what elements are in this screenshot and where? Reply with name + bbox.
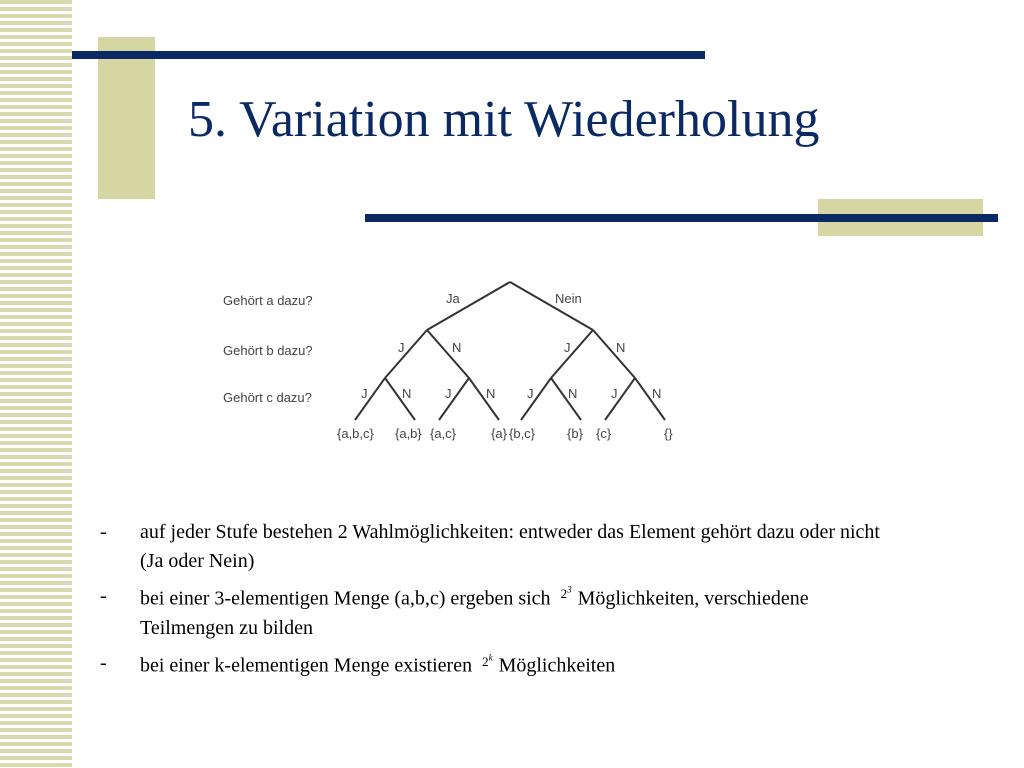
edge-l3-7	[605, 378, 635, 420]
top-rule-line	[72, 51, 705, 59]
bullet-item-2	[100, 582, 880, 643]
leaf-c: {c}	[596, 426, 612, 441]
power-base: 2	[560, 586, 568, 602]
edge-label-l3-8: N	[652, 386, 662, 401]
bullet-marker: -	[100, 652, 107, 675]
edge-l3-3	[439, 378, 469, 420]
question-c-label: Gehört c dazu?	[223, 390, 312, 405]
bullet-text-after: Möglichkeiten	[498, 654, 616, 677]
question-b-label: Gehört b dazu?	[223, 343, 313, 358]
edge-label-l3-3: J	[445, 386, 452, 401]
bullet-item-3	[100, 649, 880, 681]
edge-label-nein: Nein	[555, 291, 582, 306]
leaf-ab: {a,b}	[395, 426, 422, 441]
leaf-a: {a}	[491, 426, 507, 441]
edge-label-l3-2: N	[402, 386, 412, 401]
leaf-bc: {b,c}	[509, 426, 536, 441]
question-a-label: Gehört a dazu?	[223, 293, 313, 308]
bullet-item-1	[100, 518, 880, 576]
power-exponent: k	[488, 652, 493, 663]
edge-l2-1	[385, 330, 427, 378]
power-2-3	[561, 586, 572, 601]
power-base: 2	[482, 653, 489, 669]
leaf-b: {b}	[567, 426, 583, 441]
edge-label-j-left: J	[398, 340, 405, 355]
edge-root-left	[427, 282, 510, 330]
edge-label-l3-5: J	[527, 386, 534, 401]
power-2-k	[482, 654, 493, 669]
leaf-abc: {a,b,c}	[337, 426, 374, 441]
edge-label-n-right: N	[616, 340, 626, 355]
leaf-ac: {a,c}	[430, 426, 457, 441]
decorative-block-top	[98, 37, 155, 199]
edge-l3-1	[355, 378, 385, 420]
edge-l2-3	[551, 330, 593, 378]
slide-title: 5. Variation mit Wiederholung	[188, 91, 820, 148]
leaf-empty: {}	[664, 426, 673, 441]
edge-label-ja: Ja	[446, 291, 460, 306]
left-stripe-pattern	[0, 0, 72, 768]
edge-label-l3-6: N	[568, 386, 578, 401]
edge-l3-5	[521, 378, 551, 420]
bullet-text-after: Möglichkeiten, verschiedene Teilmengen zu bilden	[140, 587, 809, 640]
bullet-marker: -	[100, 521, 107, 543]
bullet-text-before: bei einer 3-elementigen Menge (a,b,c) ergeben sich	[140, 587, 551, 610]
edge-label-n-left: N	[452, 340, 462, 355]
edge-l2-2	[427, 330, 469, 378]
bullet-marker: -	[100, 585, 107, 607]
edge-label-l3-1: J	[361, 386, 368, 401]
edge-label-l3-4: N	[486, 386, 496, 401]
edge-label-j-right: J	[564, 340, 571, 355]
bullet-text: auf jeder Stufe bestehen 2 Wahlmöglichkeiten: entweder das Element gehört dazu oder nicht (Ja oder Nein)	[140, 521, 880, 572]
edge-root-right	[510, 282, 593, 330]
decision-tree-diagram	[215, 270, 685, 450]
bottom-rule-line	[365, 214, 998, 222]
edge-l2-4	[593, 330, 635, 378]
power-exponent: 3	[567, 585, 572, 595]
bullet-text-before: bei einer k-elementigen Menge existieren	[140, 654, 473, 677]
edge-label-l3-7: J	[611, 386, 618, 401]
bullet-list	[100, 518, 880, 688]
